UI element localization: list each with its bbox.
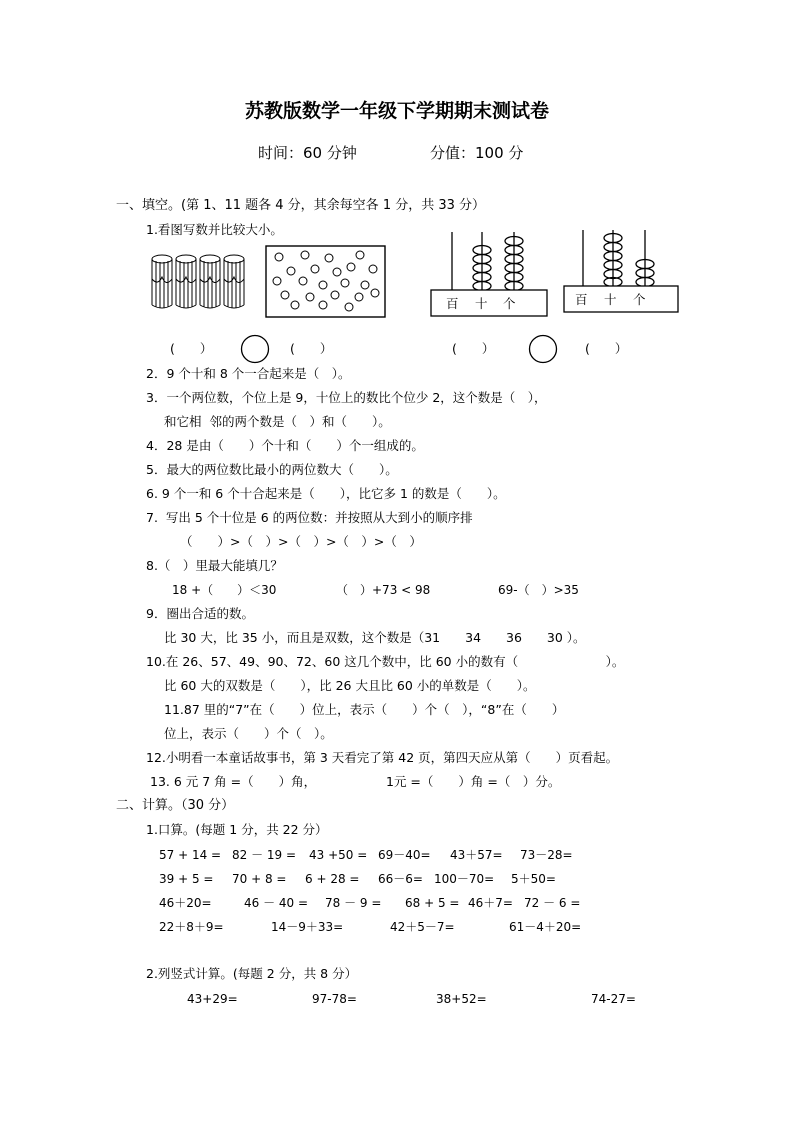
oral-calc-item: 46＋20= [159,896,212,910]
vertical-calc-heading: 2.列竖式计算。(每题 2 分，共 8 分） [146,966,358,981]
oral-calc-item: 73－28= [520,848,573,862]
abacus-2-label-ones: 个 [633,292,646,307]
question-3-line-2: 和它相 邻的两个数是（ ）和（ ）。 [164,414,391,429]
question-10-line-1: 10.在 26、57、49、90、72、60 这几个数中，比 60 小的数有（ ）。 [146,654,625,669]
oral-calc-item: 46＋7= [468,896,513,910]
vertical-calc-item: 74-27= [591,992,636,1006]
question-3-line-1: 3．一个两位数，个位上是 9，十位上的数比个位少 2，这个数是（ ）， [146,390,547,405]
oral-calc-item: 42＋5－7= [390,920,455,934]
vertical-calc-item: 38+52= [436,992,487,1006]
question-13-b: 1元 =（ ）角 =（ ）分。 [386,774,561,789]
question-7: 7. 写出 5 个十位是 6 的两位数：并按照从大到小的顺序排 [146,510,473,525]
section-2-heading: 二、计算。（30 分） [116,798,235,813]
time-label: 时间：60 分钟 [258,144,357,162]
abacus-1-label-hundreds: 百 [446,296,459,311]
dots-box-figure [265,245,387,319]
question-6: 6. 9 个一和 6 个十合起来是（ ），比它多 1 的数是（ ）。 [146,486,506,501]
question-4: 4．28 是由（ ）个十和（ ）个一组成的。 [146,438,424,453]
oral-calc-item: 70 + 8 = [232,872,287,886]
page-title: 苏教版数学一年级下学期期末测试卷 [244,100,549,122]
compare-blank-2[interactable]: ( ） [290,341,333,356]
compare-blank-4[interactable]: ( ） [585,341,628,356]
compare-blank-3[interactable]: ( ） [452,341,495,356]
oral-calc-item: 69－40= [378,848,431,862]
question-9-detail: 比 30 大，比 35 小，而且是双数，这个数是（31 34 36 30 ）。 [164,630,586,645]
question-8: 8.（ ）里最大能填几？ [146,558,283,573]
question-13-a: 13. 6 元 7 角 =（ ）角， [150,774,317,789]
vertical-calc-item: 43+29= [187,992,238,1006]
question-10-line-2: 比 60 大的双数是（ ），比 26 大且比 60 小的单数是（ ）。 [164,678,536,693]
compare-circle-1[interactable] [240,334,270,364]
score-label: 分值：100 分 [430,144,524,162]
question-11-line-1: 11.87 里的“7”在（ ）位上，表示（ ）个（ ），“8”在（ ） [164,702,565,717]
oral-calc-item: 66－6= [378,872,423,886]
abacus-2-label-hundreds: 百 [575,292,588,307]
oral-calc-item: 39 + 5 = [159,872,214,886]
oral-calc-item: 43 +50 = [309,848,368,862]
section-1-heading: 一、填空。(第 1、11 题各 4 分，其余每空各 1 分，共 33 分） [116,198,486,213]
question-8-c: 69-（ ）>35 [498,583,579,597]
oral-calc-item: 82 － 19 = [232,848,297,862]
question-12: 12.小明看一本童话故事书，第 3 天看完了第 42 页，第四天应从第（ ）页看起。 [146,750,619,765]
oral-calc-item: 57 + 14 = [159,848,222,862]
question-7-order: （ ）>（ ）>（ ）>（ ）>（ ） [180,534,422,549]
oral-calc-heading: 1.口算。(每题 1 分，共 22 分） [146,822,328,837]
compare-blank-1[interactable]: ( ） [170,341,213,356]
question-1: 1.看图写数并比较大小。 [146,222,283,237]
question-5: 5．最大的两位数比最小的两位数大（ ）。 [146,462,398,477]
oral-calc-item: 46 － 40 = [244,896,309,910]
oral-calc-item: 72 － 6 = [524,896,581,910]
question-11-line-2: 位上，表示（ ）个（ ）。 [164,726,333,741]
abacus-2-label-tens: 十 [604,292,617,307]
oral-calc-item: 100－70= [434,872,495,886]
vertical-calc-item: 97-78= [312,992,357,1006]
compare-circle-2[interactable] [528,334,558,364]
oral-calc-item: 14－9＋33= [271,920,344,934]
question-2: 2．9 个十和 8 个一合起来是（ ）。 [146,366,351,381]
stick-bundles-figure [150,253,250,315]
oral-calc-item: 68 + 5 = [405,896,460,910]
abacus-1-label-ones: 个 [503,296,516,311]
oral-calc-item: 43＋57= [450,848,503,862]
question-8-a: 18 +（ ）＜30 [172,583,277,597]
abacus-1-label-tens: 十 [475,296,488,311]
oral-calc-item: 6 + 28 = [305,872,360,886]
oral-calc-item: 5＋50= [511,872,556,886]
oral-calc-item: 61－4＋20= [509,920,582,934]
question-8-b: （ ）+73 < 98 [336,583,431,597]
oral-calc-item: 78 － 9 = [325,896,382,910]
question-9: 9．圈出合适的数。 [146,606,254,621]
oral-calc-item: 22＋8＋9= [159,920,224,934]
